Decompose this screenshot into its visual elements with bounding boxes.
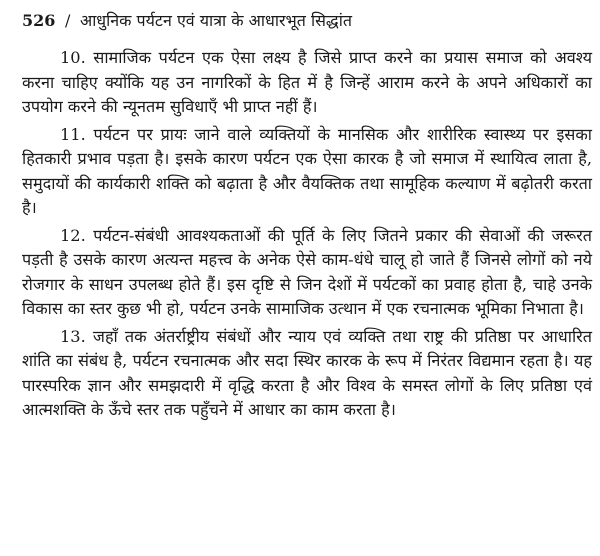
header-separator: / [64,11,71,30]
page-number: 526 [22,11,56,30]
running-header [22,10,592,32]
book-title: आधुनिक पर्यटन एवं यात्रा के आधारभूत सिद्धांत [79,11,352,30]
paragraph-11: 11. पर्यटन पर प्रायः जाने वाले व्यक्तियों के मानसिक और शारीरिक स्वास्थ्य पर इसका हितकारी प्रभाव पड़ता है। इसके कारण पर्यटन एक ऐसा कारक है जो समाज में स्थायित्व लाता है, समुदायों की कार्यकारी शक्ति को बढ़ाता है और वैयक्तिक तथा सामूहिक कल्याण में बढ़ोतरी करता है। [22,124,592,217]
paragraph-10: 10. सामाजिक पर्यटन एक ऐसा लक्ष्य है जिसे प्राप्त करने का प्रयास समाज को अवश्य करना चाहिए क्योंकि यह उन नागरिकों के हित में है जिन्हें आराम करने के अपने अधिकारों का उपयोग करने की न्यूनतम सुविधाएँ भी प्राप्त नहीं हैं। [22,48,592,116]
paragraph-12: 12. पर्यटन-संबंधी आवश्यकताओं की पूर्ति के लिए जितने प्रकार की सेवाओं की जरूरत पड़ती है उसके कारण अत्यन्त महत्त्व के अनेक ऐसे काम-धंधे चालू हो जाते हैं जिनसे लोगों को नये रोजगार के साधन उपलब्ध होते हैं। इस दृष्टि से जिन देशों में पर्यटकों का प्रवाह होता है, चाहे उनके विकास का स्तर कुछ भी हो, पर्यटन उनके सामाजिक उत्थान में एक रचनात्मक भूमिका निभाता है। [22,225,592,318]
paragraph-13: 13. जहाँ तक अंतर्राष्ट्रीय संबंधों और न्याय एवं व्यक्ति तथा राष्ट्र की प्रतिष्ठा पर आधारित शांति का संबंध है, पर्यटन रचनात्मक और सदा स्थिर कारक के रूप में निरंतर विद्यमान रहता है। यह पारस्परिक ज्ञान और समझदारी में वृद्धि करता है और विश्व के समस्त लोगों के लिए प्रतिष्ठा एवं आत्मशक्ति के ऊँचे स्तर तक पहुँचने में आधार का काम करता है। [22,326,592,419]
